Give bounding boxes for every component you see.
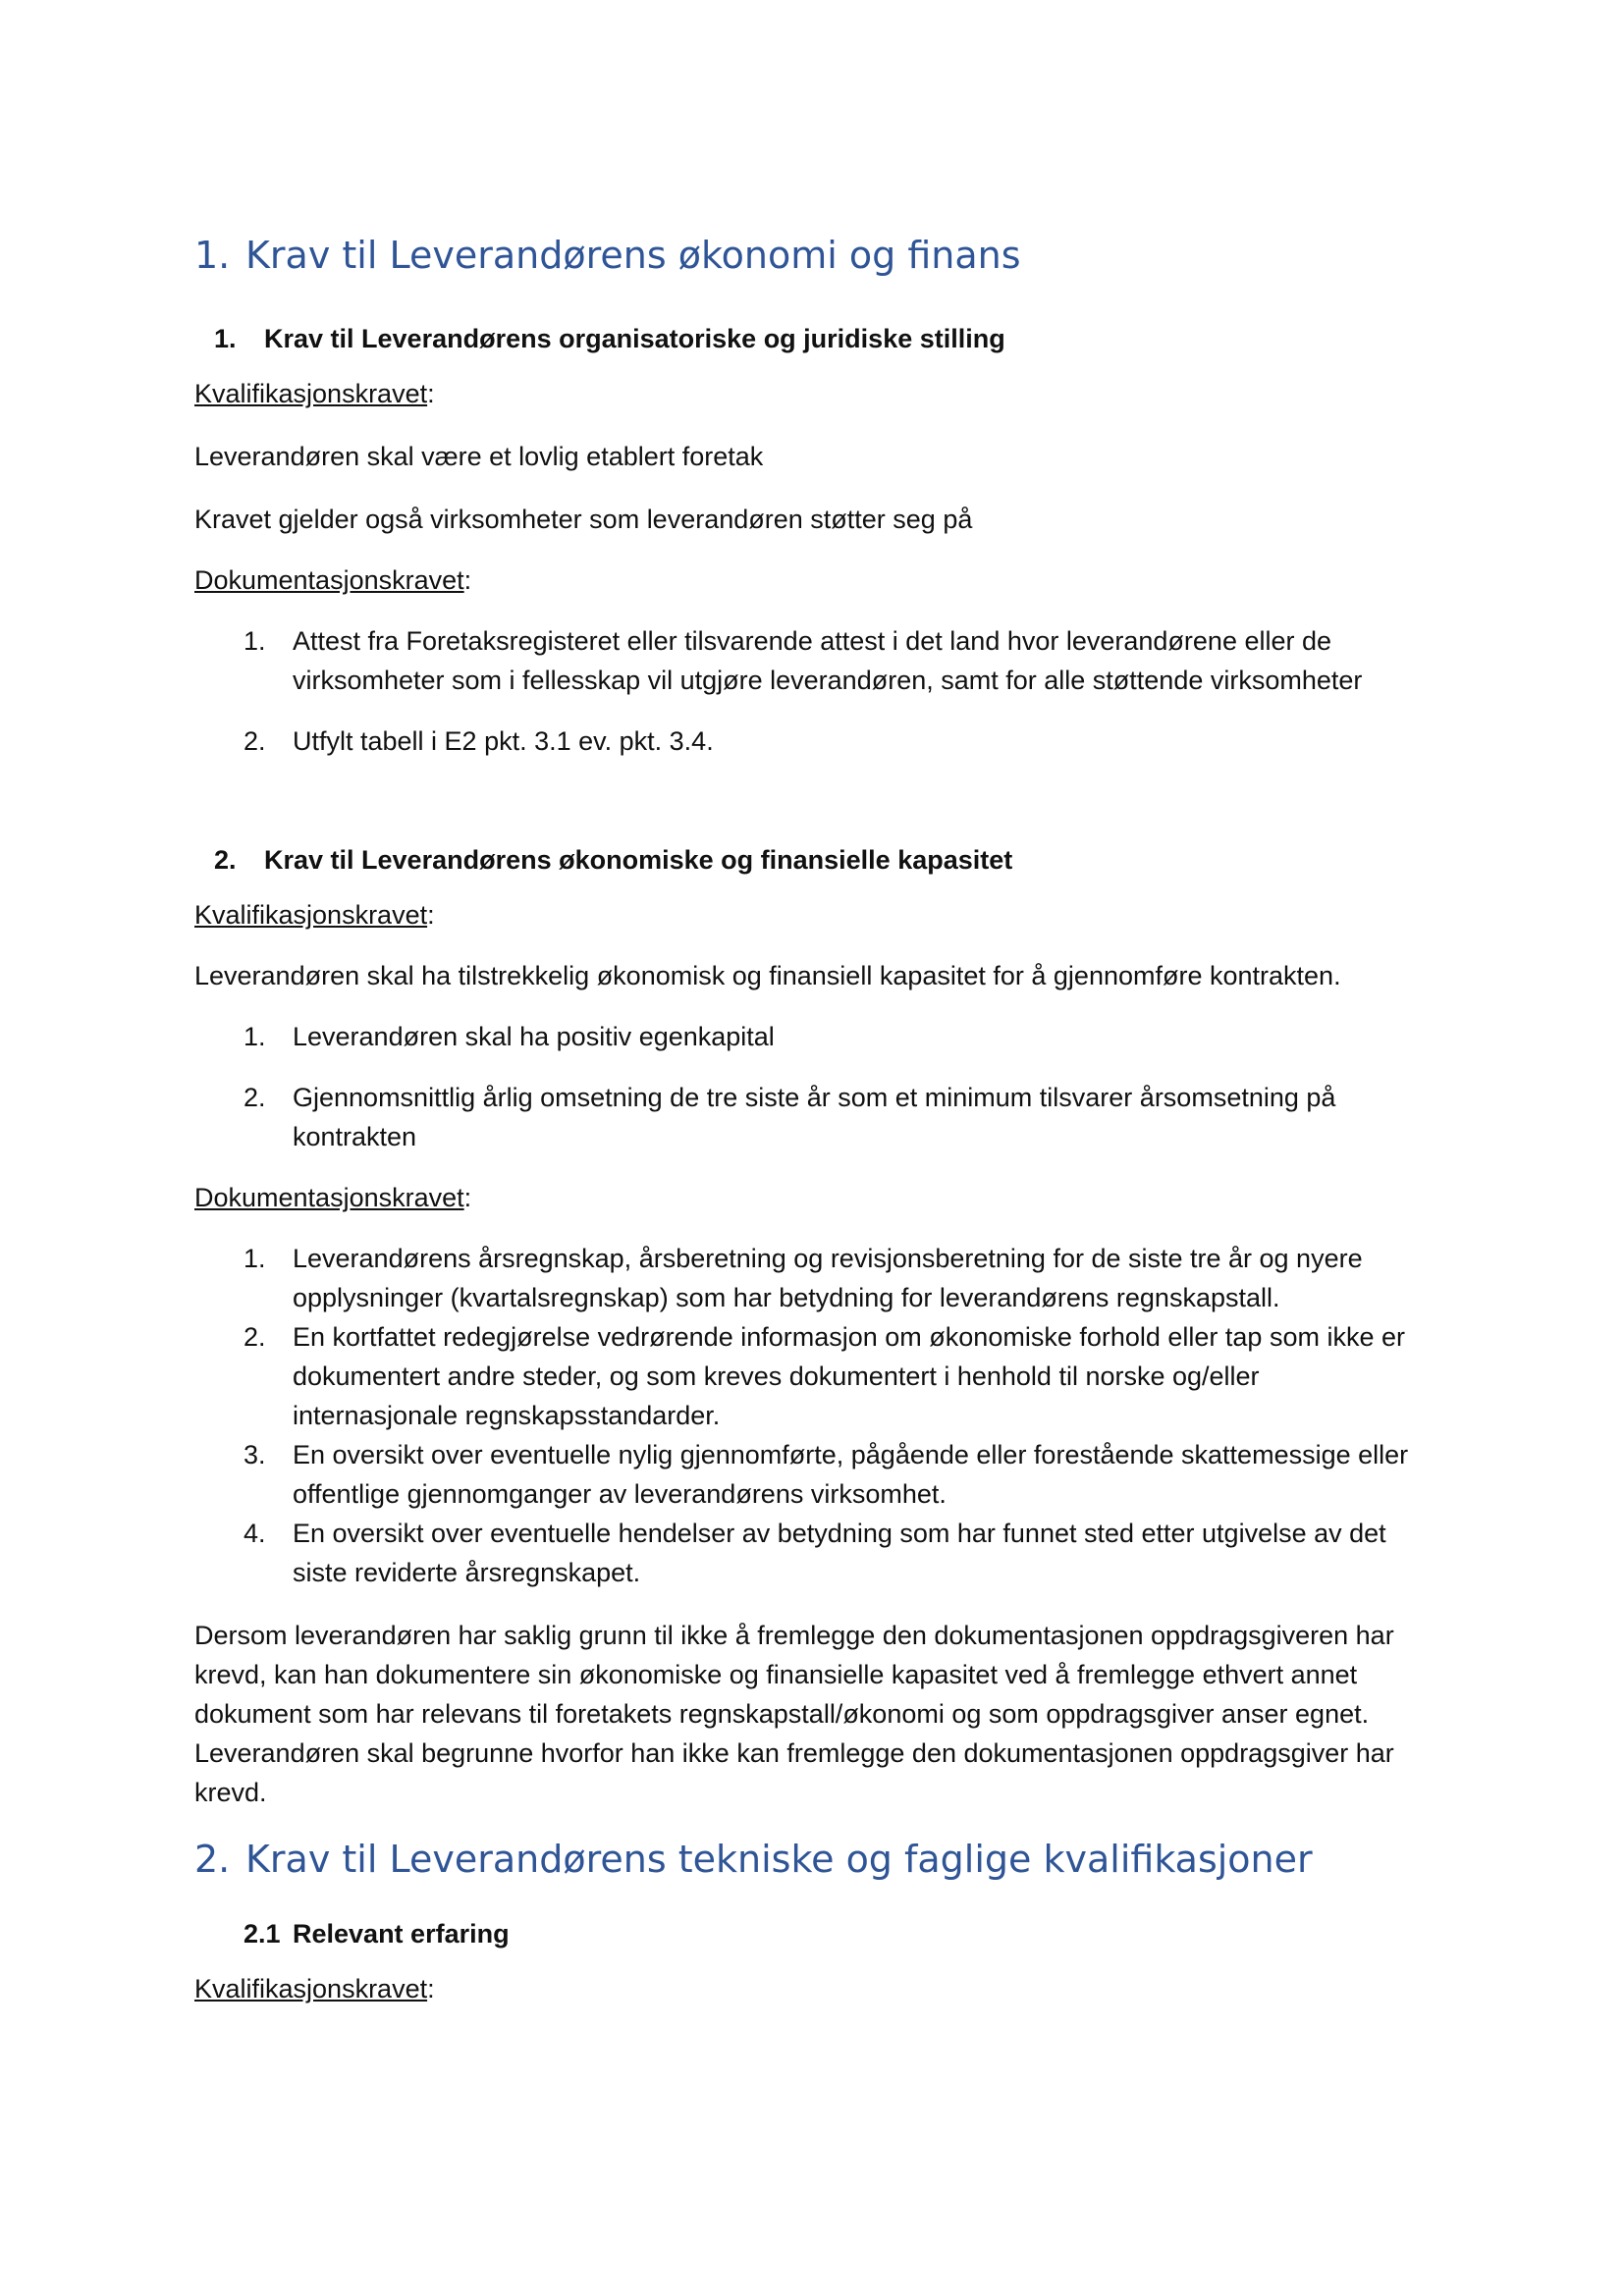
paragraph: Leverandøren skal være et lovlig etablert foretak <box>194 441 764 471</box>
subsection-heading <box>194 843 1432 878</box>
documentation-label: Dokumentasjonskravet: <box>194 1182 472 1212</box>
list-item: 2. Utfylt tabell i E2 pkt. 3.1 ev. pkt. 3.4. <box>244 725 714 756</box>
subsection-title: Krav til Leverandørens organisatoriske og juridiske stilling <box>264 323 1005 353</box>
subsection-number: 1. <box>214 323 237 353</box>
section-title: Krav til Leverandørens økonomi og finans <box>245 234 1021 277</box>
subsection-number: 2. <box>214 844 237 875</box>
section-number: 2. <box>194 1837 231 1881</box>
qualification-label: Kvalifikasjonskravet: <box>194 1974 435 2004</box>
documentation-list <box>194 621 1432 761</box>
list-item: 2. En kortfattet redegjørelse vedrørende informasjon om økonomiske forhold eller tap som ikke er dokumentert andre steder, og som kreves dokumentert i henhold til norske og/eller internasjonale regnskapsstandarder. <box>244 1321 1405 1430</box>
paragraph: Leverandøren skal ha tilstrekkelig økonomisk og finansiell kapasitet for å gjennomføre kontrakten. <box>194 960 1341 990</box>
closing-paragraph: Dersom leverandøren har saklig grunn til ikke å fremlegge den dokumentasjonen oppdragsgiveren har krevd, kan han dokumentere sin økonomiske og finansielle kapasitet ved å fremlegge ethvert annet dokument som har relevans til foretakets regnskapstall/økonomi og som oppdragsgiver anser egnet. Leverandøren skal begrunne hvorfor han ikke kan fremlegge den dokumentasjonen oppdragsgiver har krevd. <box>194 1620 1394 1807</box>
qualification-label: Kvalifikasjonskravet: <box>194 899 435 930</box>
document-content <box>194 220 1432 2008</box>
subsection-title: Krav til Leverandørens økonomiske og finansielle kapasitet <box>264 844 1013 875</box>
list-item: 1. Leverandøren skal ha positiv egenkapital <box>244 1021 775 1051</box>
list-item: 1. Attest fra Foretaksregisteret eller tilsvarende attest i det land hvor leverandørene eller de virksomheter som i fellesskap vil utgjøre leverandøren, samt for alle støttende virksomheter <box>244 625 1363 695</box>
subsection-title: Relevant erfaring <box>293 1919 510 1949</box>
documentation-list <box>194 1239 1432 1592</box>
documentation-label: Dokumentasjonskravet: <box>194 564 472 595</box>
subsection-heading <box>194 1917 1432 1951</box>
list-item: 4. En oversikt over eventuelle hendelser av betydning som har funnet sted etter utgivelse av det siste reviderte årsregnskapet. <box>244 1518 1386 1587</box>
section-1-heading <box>194 234 1432 279</box>
list-item: 2. Gjennomsnittlig årlig omsetning de tre siste år som et minimum tilsvarer årsomsetning på kontrakten <box>244 1082 1336 1151</box>
qualification-label: Kvalifikasjonskravet: <box>194 378 435 408</box>
list-item: 1. Leverandørens årsregnskap, årsberetning og revisjonsberetning for de siste tre år og nyere opplysninger (kvartalsregnskap) som har betydning for leverandørens regnskapstall. <box>244 1243 1363 1312</box>
section-number: 1. <box>194 234 231 277</box>
qualification-list <box>194 1017 1432 1156</box>
paragraph: Kravet gjelder også virksomheter som leverandøren støtter seg på <box>194 504 973 534</box>
section-title: Krav til Leverandørens tekniske og faglige kvalifikasjoner <box>245 1837 1313 1881</box>
list-item: 3. En oversikt over eventuelle nylig gjennomførte, pågående eller forestående skattemessige eller offentlige gjennomganger av leverandørens virksomhet. <box>244 1439 1409 1509</box>
section-2-heading <box>194 1838 1432 1883</box>
subsection-heading <box>194 322 1432 356</box>
subsection-number: 2.1 <box>244 1919 281 1949</box>
